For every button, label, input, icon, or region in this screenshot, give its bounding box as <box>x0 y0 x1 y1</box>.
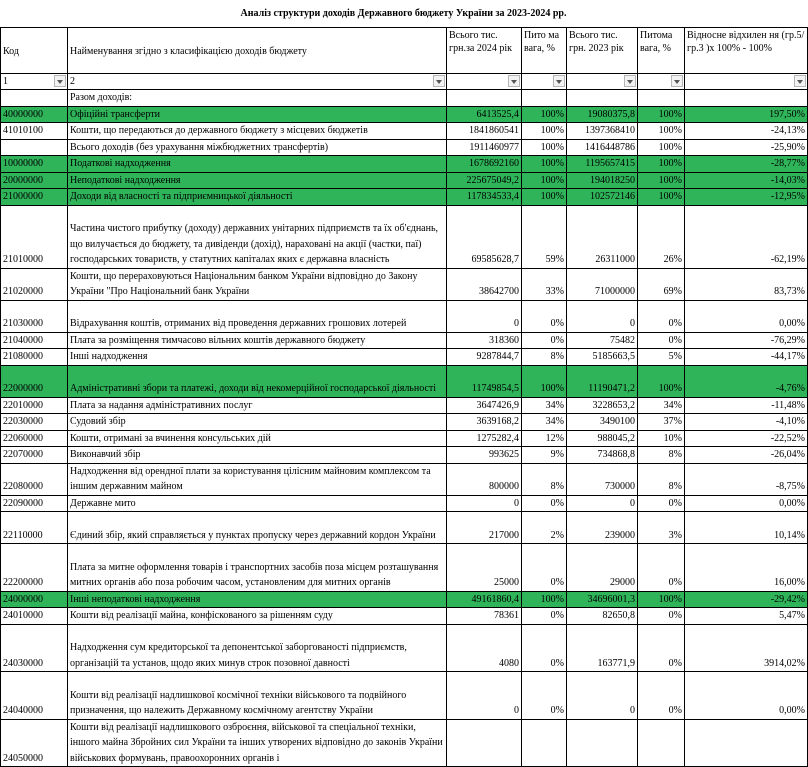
cell-code[interactable]: 24050000 <box>1 719 68 767</box>
dropdown-arrow-icon[interactable] <box>54 75 66 87</box>
dropdown-arrow-icon[interactable] <box>508 75 520 87</box>
cell-deviation[interactable] <box>685 90 808 107</box>
filter-cell-code[interactable] <box>1 74 68 90</box>
cell-share-2024[interactable]: 100% <box>522 189 567 206</box>
cell-code[interactable]: 21010000 <box>1 205 68 268</box>
cell-deviation[interactable]: -22,52% <box>685 430 808 447</box>
cell-code[interactable]: 21020000 <box>1 268 68 300</box>
cell-share-2024[interactable]: 2% <box>522 512 567 544</box>
cell-deviation[interactable]: -76,29% <box>685 332 808 349</box>
cell-share-2023[interactable]: 0% <box>638 624 685 672</box>
cell-share-2023[interactable]: 100% <box>638 365 685 397</box>
cell-share-2024[interactable]: 33% <box>522 268 567 300</box>
cell-deviation[interactable]: -4,76% <box>685 365 808 397</box>
cell-share-2023[interactable]: 5% <box>638 349 685 366</box>
cell-total-2023[interactable]: 1397368410 <box>567 123 638 140</box>
cell-deviation[interactable]: 10,14% <box>685 512 808 544</box>
dropdown-arrow-icon[interactable] <box>794 75 806 87</box>
cell-total-2023[interactable]: 26311000 <box>567 205 638 268</box>
cell-share-2024[interactable]: 9% <box>522 447 567 464</box>
cell-share-2024[interactable]: 34% <box>522 414 567 431</box>
cell-total-2024[interactable]: 78361 <box>447 608 522 625</box>
table-row <box>1 463 808 495</box>
cell-name[interactable]: Кошти від реалізації надлишкового озброєння, військової та спеціальної техніки, іншого майна Збройних сил України та інших утворених відповідно до законів України військових формувань, правоохоронних органів і <box>68 719 447 767</box>
cell-name[interactable]: Плата за розміщення тимчасово вільних коштів державного бюджету <box>68 332 447 349</box>
cell-share-2024[interactable]: 100% <box>522 123 567 140</box>
cell-code[interactable]: 21040000 <box>1 332 68 349</box>
cell-share-2024[interactable] <box>522 90 567 107</box>
cell-total-2023[interactable]: 102572146 <box>567 189 638 206</box>
cell-share-2023[interactable]: 100% <box>638 172 685 189</box>
table-row <box>1 544 808 592</box>
table-row <box>1 123 808 140</box>
cell-name[interactable]: Кошти, що передаються до державного бюджету з місцевих бюджетів <box>68 123 447 140</box>
cell-deviation[interactable]: -28,77% <box>685 156 808 173</box>
cell-share-2024[interactable]: 0% <box>522 672 567 720</box>
cell-total-2024[interactable] <box>447 90 522 107</box>
cell-code[interactable]: 22060000 <box>1 430 68 447</box>
table-row <box>1 397 808 414</box>
dropdown-arrow-icon[interactable] <box>624 75 636 87</box>
table-row <box>1 139 808 156</box>
cell-total-2023[interactable]: 163771,9 <box>567 624 638 672</box>
cell-total-2023[interactable] <box>567 90 638 107</box>
cell-code[interactable]: 22090000 <box>1 495 68 512</box>
cell-code[interactable]: 21030000 <box>1 300 68 332</box>
cell-share-2023[interactable]: 0% <box>638 332 685 349</box>
cell-total-2023[interactable]: 0 <box>567 300 638 332</box>
filter-label: 2 <box>70 75 75 87</box>
cell-total-2023[interactable]: 194018250 <box>567 172 638 189</box>
cell-deviation[interactable]: 16,00% <box>685 544 808 592</box>
cell-total-2023[interactable]: 5185663,5 <box>567 349 638 366</box>
cell-share-2024[interactable]: 0% <box>522 624 567 672</box>
cell-total-2023[interactable]: 34696001,3 <box>567 591 638 608</box>
cell-name[interactable]: Надходження сум кредиторської та депонентської заборгованості підприємств, організацій та установ, щодо яких минув строк позовної давності <box>68 624 447 672</box>
cell-total-2023[interactable]: 1195657415 <box>567 156 638 173</box>
cell-deviation[interactable] <box>685 719 808 767</box>
cell-total-2024[interactable]: 225675049,2 <box>447 172 522 189</box>
revenue-table <box>0 27 808 767</box>
cell-total-2024[interactable]: 3639168,2 <box>447 414 522 431</box>
cell-code[interactable]: 21000000 <box>1 189 68 206</box>
cell-total-2023[interactable]: 75482 <box>567 332 638 349</box>
table-row <box>1 205 808 268</box>
cell-total-2023[interactable]: 1416448786 <box>567 139 638 156</box>
cell-name[interactable]: Єдиний збір, який справляється у пунктах пропуску через державний кордон України <box>68 512 447 544</box>
cell-code[interactable]: 22030000 <box>1 414 68 431</box>
cell-deviation[interactable]: -11,48% <box>685 397 808 414</box>
cell-total-2024[interactable]: 49161860,4 <box>447 591 522 608</box>
cell-share-2023[interactable]: 0% <box>638 544 685 592</box>
cell-deviation[interactable]: -8,75% <box>685 463 808 495</box>
cell-share-2023[interactable]: 100% <box>638 106 685 123</box>
cell-name[interactable]: Всього доходів (без урахування міжбюджетних трансфертів) <box>68 139 447 156</box>
cell-code[interactable]: 22000000 <box>1 365 68 397</box>
cell-share-2023[interactable]: 100% <box>638 139 685 156</box>
header-total-2023: Всього тис. грн. 2023 рік <box>567 28 638 74</box>
filter-cell-share-2024[interactable] <box>522 74 567 90</box>
table-row <box>1 624 808 672</box>
cell-share-2024[interactable]: 100% <box>522 106 567 123</box>
cell-total-2024[interactable]: 1841860541 <box>447 123 522 140</box>
cell-total-2024[interactable]: 993625 <box>447 447 522 464</box>
cell-deviation[interactable]: 0,00% <box>685 300 808 332</box>
cell-share-2024[interactable]: 8% <box>522 463 567 495</box>
cell-total-2024[interactable]: 1911460977 <box>447 139 522 156</box>
cell-name[interactable]: Державне мито <box>68 495 447 512</box>
cell-total-2024[interactable]: 0 <box>447 300 522 332</box>
cell-code[interactable]: 22010000 <box>1 397 68 414</box>
cell-code[interactable]: 24030000 <box>1 624 68 672</box>
cell-total-2024[interactable]: 1678692160 <box>447 156 522 173</box>
cell-total-2023[interactable]: 3490100 <box>567 414 638 431</box>
cell-share-2024[interactable]: 100% <box>522 365 567 397</box>
cell-deviation[interactable]: -14,03% <box>685 172 808 189</box>
filter-row <box>1 74 808 90</box>
cell-code[interactable]: 40000000 <box>1 106 68 123</box>
table-row <box>1 189 808 206</box>
cell-code[interactable]: 24000000 <box>1 591 68 608</box>
table-row <box>1 447 808 464</box>
cell-deviation[interactable]: 5,47% <box>685 608 808 625</box>
cell-name[interactable]: Плата за митне оформлення товарів і транспортних засобів поза місцем розташування митних органів або поза робочим часом, установленим для митних органів <box>68 544 447 592</box>
cell-share-2023[interactable]: 10% <box>638 430 685 447</box>
cell-share-2023[interactable]: 26% <box>638 205 685 268</box>
cell-share-2024[interactable] <box>522 719 567 767</box>
cell-share-2024[interactable]: 0% <box>522 495 567 512</box>
cell-share-2024[interactable]: 0% <box>522 544 567 592</box>
cell-total-2024[interactable]: 69585628,7 <box>447 205 522 268</box>
cell-name[interactable]: Податкові надходження <box>68 156 447 173</box>
cell-total-2023[interactable]: 19080375,8 <box>567 106 638 123</box>
cell-code[interactable] <box>1 139 68 156</box>
cell-total-2023[interactable]: 734868,8 <box>567 447 638 464</box>
dropdown-arrow-icon[interactable] <box>553 75 565 87</box>
cell-total-2024[interactable]: 318360 <box>447 332 522 349</box>
cell-deviation[interactable]: -12,95% <box>685 189 808 206</box>
cell-name[interactable]: Судовий збір <box>68 414 447 431</box>
dropdown-arrow-icon[interactable] <box>671 75 683 87</box>
cell-share-2024[interactable]: 0% <box>522 332 567 349</box>
cell-share-2023[interactable]: 37% <box>638 414 685 431</box>
cell-deviation[interactable]: -26,04% <box>685 447 808 464</box>
table-row <box>1 172 808 189</box>
cell-share-2023[interactable]: 0% <box>638 300 685 332</box>
cell-deviation[interactable]: -4,10% <box>685 414 808 431</box>
cell-deviation[interactable]: 0,00% <box>685 495 808 512</box>
cell-deviation[interactable]: 83,73% <box>685 268 808 300</box>
cell-total-2024[interactable]: 800000 <box>447 463 522 495</box>
cell-total-2023[interactable]: 71000000 <box>567 268 638 300</box>
cell-share-2024[interactable]: 100% <box>522 139 567 156</box>
cell-code[interactable]: 22110000 <box>1 512 68 544</box>
cell-share-2024[interactable]: 0% <box>522 608 567 625</box>
cell-share-2023[interactable] <box>638 90 685 107</box>
cell-share-2024[interactable]: 0% <box>522 300 567 332</box>
table-row <box>1 719 808 767</box>
cell-share-2024[interactable]: 100% <box>522 156 567 173</box>
cell-name[interactable]: Надходження від орендної плати за користування цілісним майновим комплексом та іншим державним майном <box>68 463 447 495</box>
cell-total-2023[interactable]: 0 <box>567 672 638 720</box>
header-share-2024: Пито ма вага, % <box>522 28 567 74</box>
table-row <box>1 608 808 625</box>
cell-code[interactable]: 20000000 <box>1 172 68 189</box>
cell-share-2024[interactable]: 34% <box>522 397 567 414</box>
cell-code[interactable]: 24010000 <box>1 608 68 625</box>
filter-cell-share-2023[interactable] <box>638 74 685 90</box>
cell-share-2023[interactable]: 8% <box>638 463 685 495</box>
header-deviation: Відносне відхилен ня (гр.5/гр.3 )х 100% - 100% <box>685 28 808 74</box>
cell-total-2024[interactable]: 0 <box>447 672 522 720</box>
cell-total-2024[interactable]: 3647426,9 <box>447 397 522 414</box>
cell-share-2023[interactable]: 34% <box>638 397 685 414</box>
cell-name[interactable]: Кошти від реалізації надлишкової космічної техніки військового та подвійного призначення, що належить Державному космічному агентству України <box>68 672 447 720</box>
table-row <box>1 512 808 544</box>
cell-total-2023[interactable] <box>567 719 638 767</box>
table-row <box>1 268 808 300</box>
cell-deviation[interactable]: 197,50% <box>685 106 808 123</box>
cell-share-2024[interactable]: 8% <box>522 349 567 366</box>
cell-share-2023[interactable]: 8% <box>638 447 685 464</box>
table-row <box>1 106 808 123</box>
cell-name[interactable]: Кошти від реалізації майна, конфіскованого за рішенням суду <box>68 608 447 625</box>
cell-share-2023[interactable]: 0% <box>638 495 685 512</box>
cell-deviation[interactable]: -44,17% <box>685 349 808 366</box>
cell-name[interactable]: Адміністративні збори та платежі, доходи від некомерційної господарської діяльності <box>68 365 447 397</box>
cell-share-2024[interactable]: 12% <box>522 430 567 447</box>
cell-share-2023[interactable]: 100% <box>638 591 685 608</box>
cell-deviation[interactable]: -25,90% <box>685 139 808 156</box>
cell-name[interactable]: Виконавчий збір <box>68 447 447 464</box>
cell-share-2024[interactable]: 100% <box>522 172 567 189</box>
cell-share-2023[interactable]: 69% <box>638 268 685 300</box>
filter-cell-total-2023[interactable] <box>567 74 638 90</box>
cell-name[interactable]: Разом доходів: <box>68 90 447 107</box>
cell-name[interactable]: Кошти, отримані за вчинення консульських дій <box>68 430 447 447</box>
cell-code[interactable]: 21080000 <box>1 349 68 366</box>
table-row <box>1 90 808 107</box>
filter-cell-total-2024[interactable] <box>447 74 522 90</box>
cell-code[interactable]: 41010100 <box>1 123 68 140</box>
cell-total-2024[interactable]: 6413525,4 <box>447 106 522 123</box>
filter-label: 1 <box>3 75 8 87</box>
table-row <box>1 414 808 431</box>
cell-share-2023[interactable]: 100% <box>638 189 685 206</box>
cell-deviation[interactable]: 0,00% <box>685 672 808 720</box>
cell-share-2024[interactable]: 100% <box>522 591 567 608</box>
cell-name[interactable]: Кошти, що перераховуються Національним банком України відповідно до Закону України "Про Національний банк України <box>68 268 447 300</box>
cell-name[interactable]: Відрахування коштів, отриманих від проведення державних грошових лотерей <box>68 300 447 332</box>
cell-deviation[interactable]: -29,42% <box>685 591 808 608</box>
table-row <box>1 365 808 397</box>
table-row <box>1 300 808 332</box>
table-row <box>1 349 808 366</box>
cell-code[interactable]: 22080000 <box>1 463 68 495</box>
cell-total-2024[interactable]: 9287844,7 <box>447 349 522 366</box>
cell-share-2023[interactable] <box>638 719 685 767</box>
table-row <box>1 495 808 512</box>
cell-share-2023[interactable]: 100% <box>638 156 685 173</box>
header-name: Найменування згідно з класифікацією доходів бюджету <box>68 28 447 74</box>
cell-name[interactable]: Частина чистого прибутку (доходу) державних унітарних підприємств та їх об'єднань, що вилучається до бюджету, та дивіденди (дохід), нараховані на акції (частки, паї) господарських товариств, у статутних капіталах яких є державна власність <box>68 205 447 268</box>
cell-total-2023[interactable]: 82650,8 <box>567 608 638 625</box>
cell-deviation[interactable]: 3914,02% <box>685 624 808 672</box>
cell-code[interactable]: 24040000 <box>1 672 68 720</box>
cell-share-2023[interactable]: 100% <box>638 123 685 140</box>
cell-share-2023[interactable]: 0% <box>638 608 685 625</box>
cell-name[interactable]: Плата за надання адміністративних послуг <box>68 397 447 414</box>
filter-cell-deviation[interactable] <box>685 74 808 90</box>
cell-code[interactable]: 22200000 <box>1 544 68 592</box>
cell-share-2023[interactable]: 0% <box>638 672 685 720</box>
cell-deviation[interactable]: -24,13% <box>685 123 808 140</box>
cell-total-2023[interactable]: 988045,2 <box>567 430 638 447</box>
cell-share-2024[interactable]: 59% <box>522 205 567 268</box>
cell-total-2024[interactable]: 217000 <box>447 512 522 544</box>
table-row <box>1 591 808 608</box>
header-row <box>1 28 808 74</box>
cell-name[interactable]: Інші неподаткові надходження <box>68 591 447 608</box>
cell-name[interactable]: Офіційні трансферти <box>68 106 447 123</box>
cell-deviation[interactable]: -62,19% <box>685 205 808 268</box>
cell-total-2023[interactable]: 29000 <box>567 544 638 592</box>
table-row <box>1 430 808 447</box>
cell-total-2023[interactable]: 3228653,2 <box>567 397 638 414</box>
cell-name[interactable]: Неподаткові надходження <box>68 172 447 189</box>
table-row <box>1 156 808 173</box>
header-total-2024: Всього тис. грн.за 2024 рік <box>447 28 522 74</box>
filter-cell-name[interactable] <box>68 74 447 90</box>
dropdown-arrow-icon[interactable] <box>433 75 445 87</box>
cell-total-2023[interactable]: 730000 <box>567 463 638 495</box>
table-row <box>1 332 808 349</box>
cell-total-2024[interactable]: 11749854,5 <box>447 365 522 397</box>
cell-total-2023[interactable]: 11190471,2 <box>567 365 638 397</box>
cell-total-2023[interactable]: 0 <box>567 495 638 512</box>
table-row <box>1 672 808 720</box>
cell-total-2023[interactable]: 239000 <box>567 512 638 544</box>
header-code: Код <box>1 28 68 74</box>
cell-total-2024[interactable]: 117834533,4 <box>447 189 522 206</box>
cell-name[interactable]: Доходи від власності та підприємницької діяльності <box>68 189 447 206</box>
cell-share-2023[interactable]: 3% <box>638 512 685 544</box>
cell-total-2024[interactable]: 4080 <box>447 624 522 672</box>
cell-total-2024[interactable]: 25000 <box>447 544 522 592</box>
cell-code[interactable]: 22070000 <box>1 447 68 464</box>
cell-total-2024[interactable]: 1275282,4 <box>447 430 522 447</box>
cell-code[interactable] <box>1 90 68 107</box>
cell-name[interactable]: Інші надходження <box>68 349 447 366</box>
cell-total-2024[interactable] <box>447 719 522 767</box>
cell-code[interactable]: 10000000 <box>1 156 68 173</box>
cell-total-2024[interactable]: 0 <box>447 495 522 512</box>
header-share-2023: Питома вага, % <box>638 28 685 74</box>
sheet-title: Аналіз структури доходів Державного бюджету України за 2023-2024 рр. <box>240 8 567 19</box>
cell-total-2024[interactable]: 38642700 <box>447 268 522 300</box>
